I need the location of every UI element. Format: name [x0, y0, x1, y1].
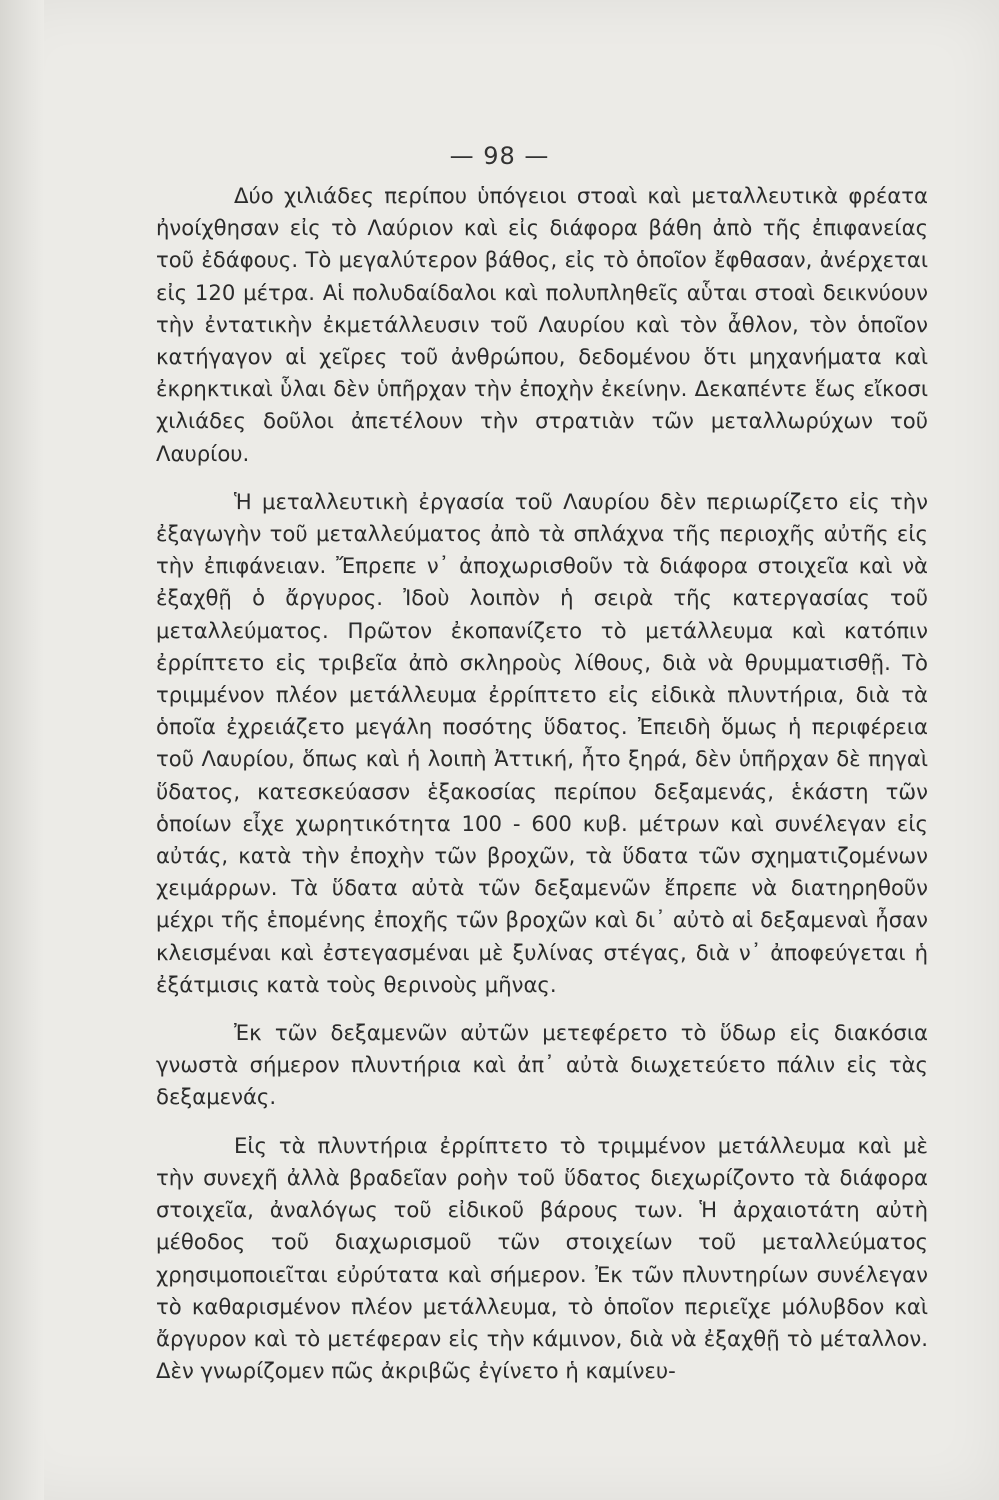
page-edge-shadow: [0, 0, 44, 1500]
page-number: — 98 —: [449, 142, 550, 170]
paragraph-2: Ἡ μεταλλευτικὴ ἐργασία τοῦ Λαυρίου δὲν περιωρίζετο εἰς τὴν ἐξαγωγὴν τοῦ μεταλλεύματος ἀπὸ τὰ σπλάχνα τῆς περιοχῆς αὐτῆς εἰς τὴν ἐπιφάνειαν. Ἔπρεπε ν᾽ ἀποχωρισθοῦν τὰ διάφορα στοιχεῖα καὶ νὰ ἐξαχθῇ ὁ ἄργυρος. Ἰδοὺ λοιπὸν ἡ σειρὰ τῆς κατεργασίας τοῦ μεταλλεύματος. Πρῶτον ἐκοπανίζετο τὸ μετάλλευμα καὶ κατόπιν ἐρρίπτετο εἰς τριβεῖα ἀπὸ σκληροὺς λίθους, διὰ νὰ θρυμματισθῇ. Τὸ τριμμένον πλέον μετάλλευμα ἐρρίπτετο εἰς εἰδικὰ πλυντήρια, διὰ τὰ ὁποῖα ἐχρειάζετο μεγάλη ποσότης ὕδατος. Ἐπειδὴ ὅμως ἡ περιφέρεια τοῦ Λαυρίου, ὅπως καὶ ἡ λοιπὴ Ἀττική, ἦτο ξηρά, δὲν ὑπῆρχαν δὲ πηγαὶ ὕδατος, κατεσκεύασσν ἑξακοσίας περίπου δεξαμενάς, ἑκάστη τῶν ὁποίων εἶχε χωρητικότητα 100 - 600 κυβ. μέτρων καὶ συνέλεγαν εἰς αὐτάς, κατὰ τὴν ἐποχὴν τῶν βροχῶν, τὰ ὕδατα τῶν σχηματιζομένων χειμάρρων. Τὰ ὕδατα αὐτὰ τῶν δεξαμενῶν ἔπρεπε νὰ διατηρηθοῦν μέχρι τῆς ἑπομένης ἐποχῆς τῶν βροχῶν καὶ δι᾽ αὐτὸ αἱ δεξαμεναὶ ἦσαν κλεισμέναι καὶ ἐστεγασμέναι μὲ ξυλίνας στέγας, διὰ ν᾽ ἀποφεύγεται ἡ ἐξάτμισις κατὰ τοὺς θερινοὺς μῆνας.: [156, 488, 928, 997]
body-text: [156, 180, 928, 1387]
paragraph-1: Δύο χιλιάδες περίπου ὑπόγειοι στοαὶ καὶ μεταλλευτικὰ φρέατα ἠνοίχθησαν εἰς τὸ Λαύριον καὶ εἰς διάφορα βάθη ἀπὸ τῆς ἐπιφανείας τοῦ ἐδάφους. Τὸ μεγαλύτερον βάθος, εἰς τὸ ὁποῖον ἔφθασαν, ἀνέρχεται εἰς 120 μέτρα. Αἱ πολυδαίδαλοι καὶ πολυπληθεῖς αὗται στοαὶ δεικνύουν τὴν ἐντατικὴν ἐκμετάλλευσιν τοῦ Λαυρίου καὶ τὸν ἆθλον, τὸν ὁποῖον κατήγαγον αἱ χεῖρες τοῦ ἀνθρώπου, δεδομένου ὅτι μηχανήματα καὶ ἐκρηκτικαὶ ὗλαι δὲν ὑπῆρχαν τὴν ἐποχὴν ἐκείνην. Δεκαπέντε ἕως εἴκοσι χιλιάδες δοῦλοι ἀπετέλουν τὴν στρατιὰν τῶν μεταλλωρύχων τοῦ Λαυρίου.: [156, 183, 928, 466]
paragraph-4: Εἰς τὰ πλυντήρια ἐρρίπτετο τὸ τριμμένον μετάλλευμα καὶ μὲ τὴν συνεχῆ ἀλλὰ βραδεῖαν ροὴν τοῦ ὕδατος διεχωρίζοντο τὰ διάφορα στοιχεῖα, ἀναλόγως τοῦ εἰδικοῦ βάρους των. Ἡ ἀρχαιοτάτη αὐτὴ μέθοδος τοῦ διαχωρισμοῦ τῶν στοιχείων τοῦ μεταλλεύματος χρησιμοποιεῖται εὐρύτατα καὶ σήμερον. Ἐκ τῶν πλυντηρίων συνέλεγαν τὸ καθαρισμένον πλέον μετάλλευμα, τὸ ὁποῖον περιεῖχε μόλυβδον καὶ ἄργυρον καὶ τὸ μετέφεραν εἰς τὴν κάμινον, διὰ νὰ ἐξαχθῇ τὸ μέταλλον. Δὲν γνωρίζομεν πῶς ἀκριβῶς ἐγίνετο ἡ καμίνευ-: [156, 1132, 928, 1384]
paragraph-3: Ἐκ τῶν δεξαμενῶν αὐτῶν μετεφέρετο τὸ ὕδωρ εἰς διακόσια γνωστὰ σήμερον πλυντήρια καὶ ἀπ᾽ αὐτὰ διωχετεύετο πάλιν εἰς τὰς δεξαμενάς.: [156, 1020, 928, 1110]
